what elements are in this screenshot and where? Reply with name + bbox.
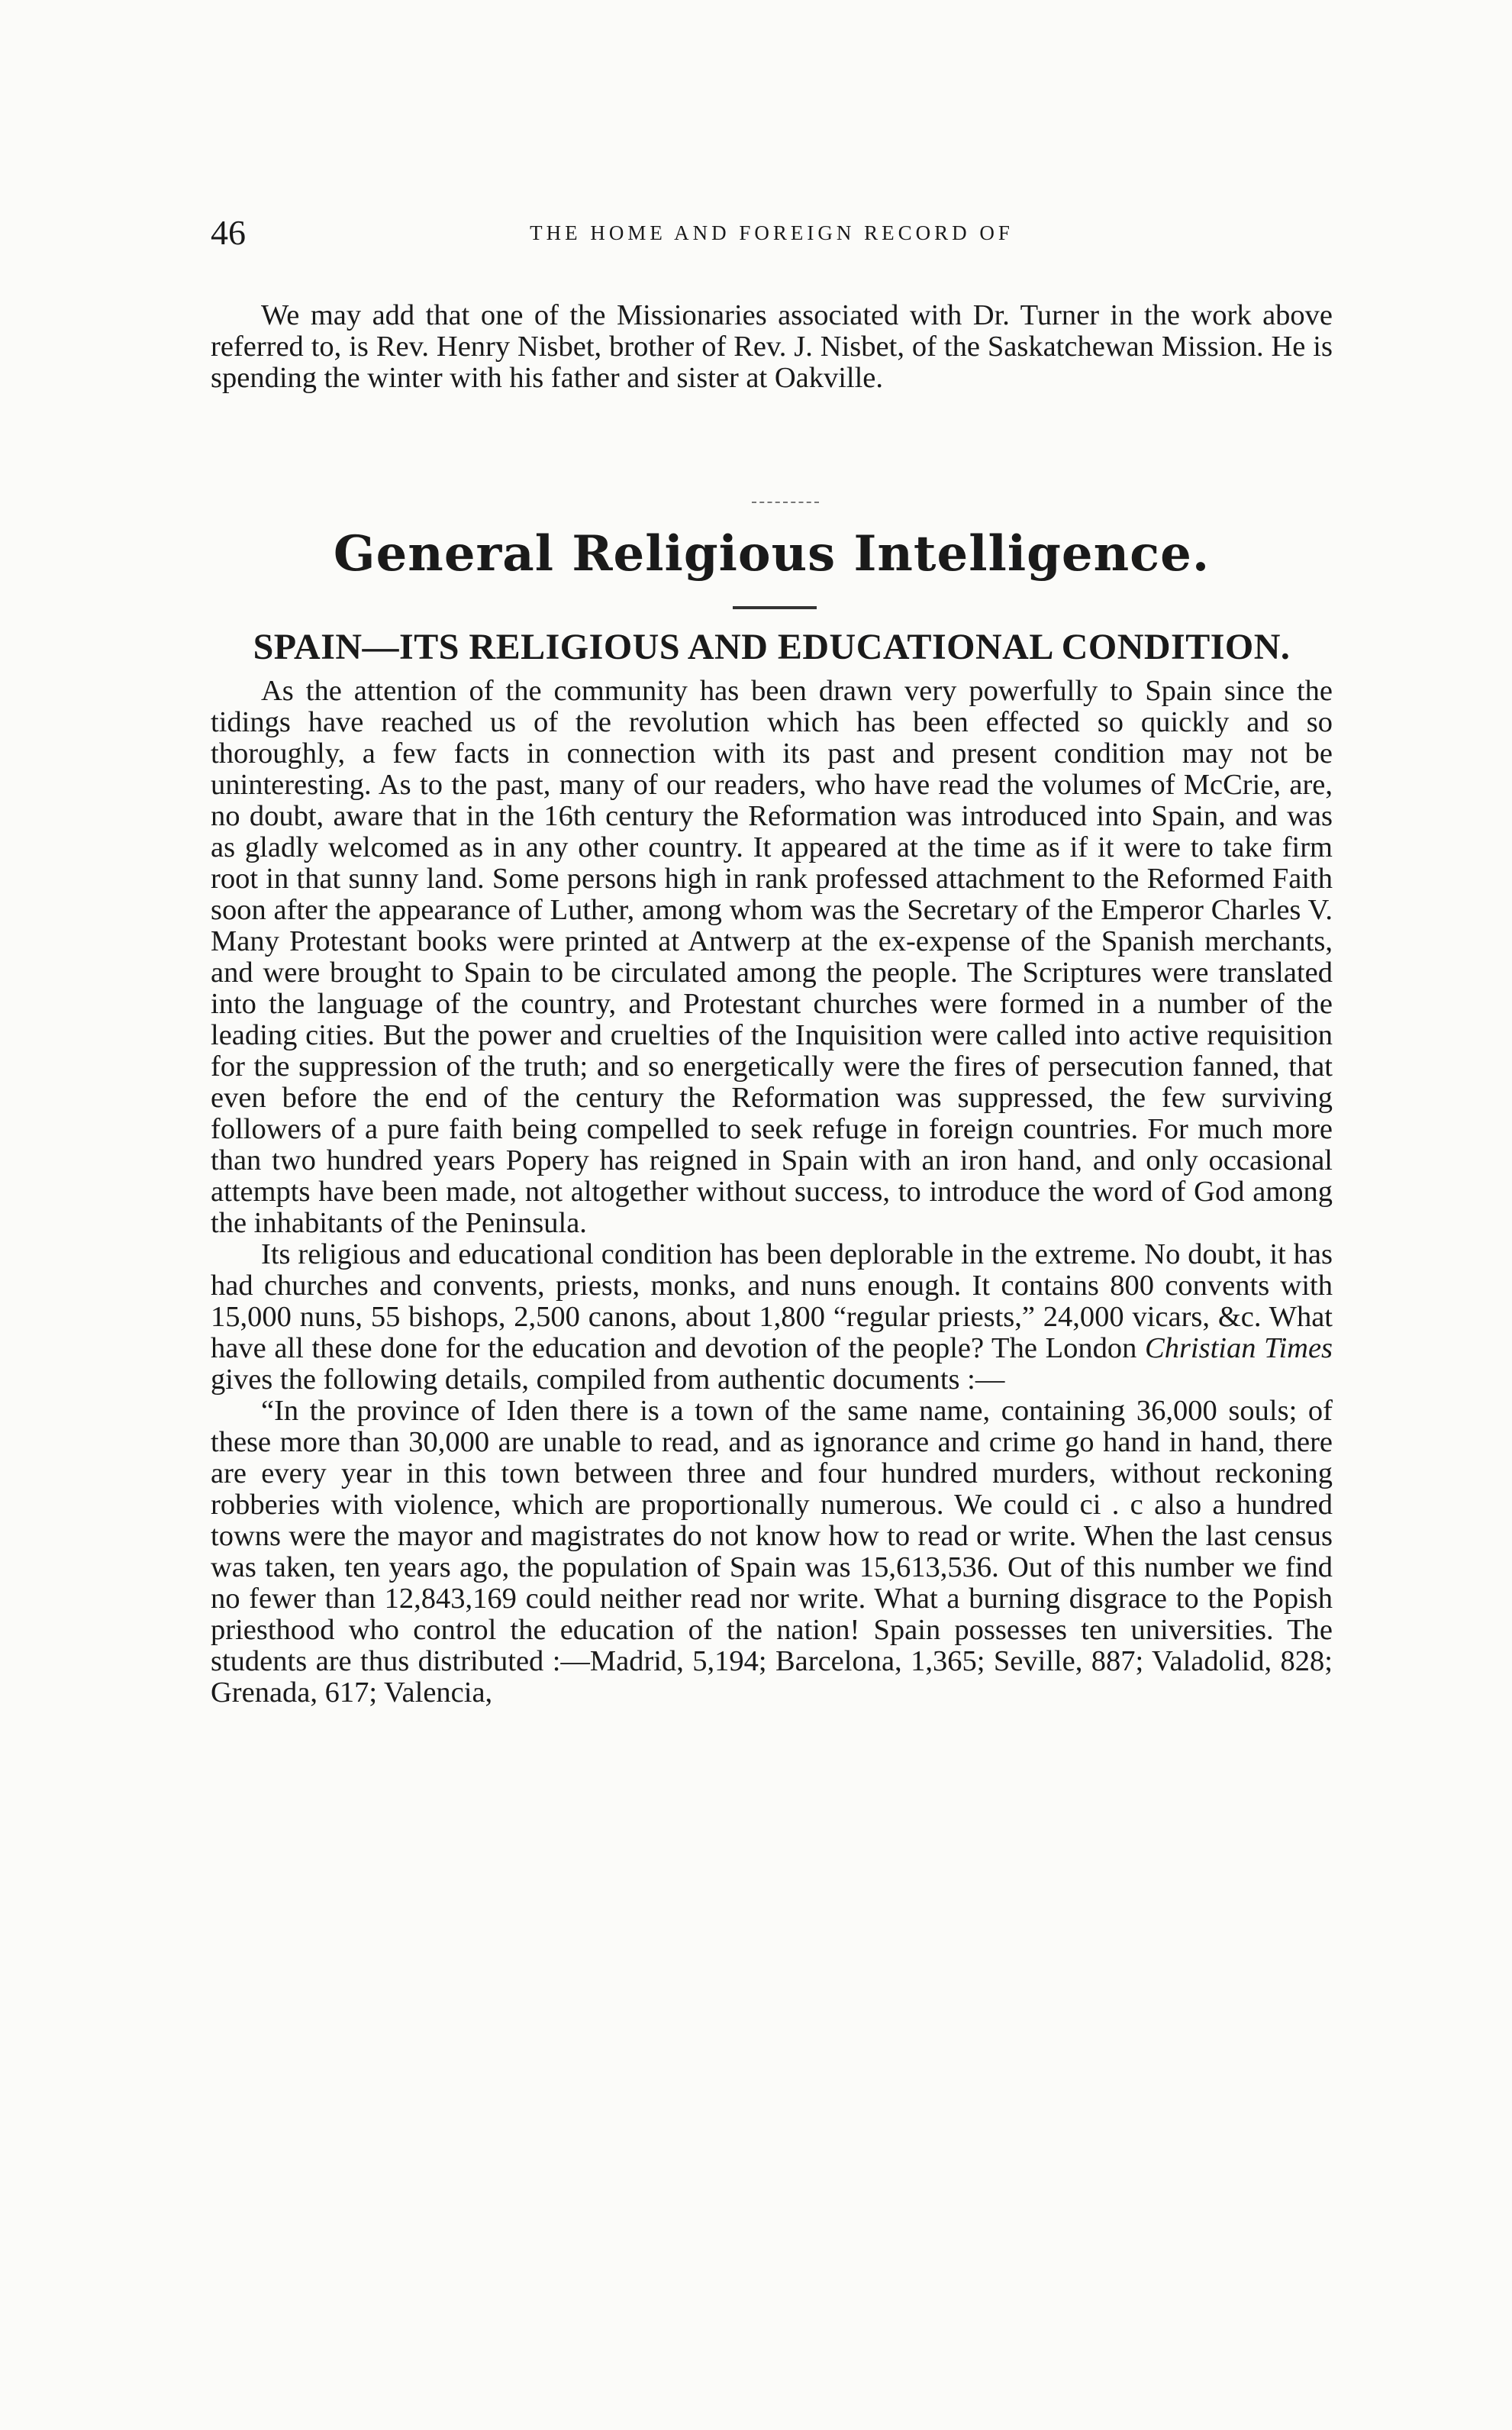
running-title: THE HOME AND FOREIGN RECORD OF	[530, 221, 1014, 244]
article-paragraph-2	[211, 1239, 1333, 1396]
intro-note	[211, 300, 1333, 394]
page-number: 46	[211, 213, 246, 252]
article-body	[211, 676, 1333, 1709]
paragraph-2-text-a: Its religious and educational condition has been deplorable in the extreme. No doubt, it has had churches and convents, priests, monks, and nuns enough. It contains 800 convents with 15,000 nuns, 55 bishops, 2,500 canons, about 1,800 “regular priests,” 24,000 vicars, &c. What have all these done for the education and devotion of the people? The London	[211, 1238, 1333, 1364]
article-paragraph-1: As the attention of the community has been drawn very powerfully to Spain since the tidings have reached us of the revolution which has been effected so quickly and so thoroughly, a few facts in connection with its past and present condition may not be uninteresting. As to the past, many of our readers, who have read the volumes of McCrie, are, no doubt, aware that in the 16th century the Reformation was introduced into Spain, and was as gladly welcomed as in any other country. It appeared at the time as if it were to take firm root in that sunny land. Some persons high in rank professed attachment to the Reformed Faith soon after the appearance of Luther, among whom was the Secretary of the Emperor Charles V. Many Protestant books were printed at Antwerp at the ex-expense of the Spanish merchants, and were brought to Spain to be circulated among the people. The Scriptures were translated into the language of the country, and Protestant churches were formed in a number of the leading cities. But the power and cruelties of the Inquisition were called into active requisition for the suppression of the truth; and so energetically were the fires of persecution fanned, that even before the end of the century the Reformation was suppressed, the few surviving followers of a pure faith being compelled to seek refuge in foreign countries. For much more than two hundred years Popery has reigned in Spain with an iron hand, and only occasional attempts have been made, not altogether without success, to introduce the word of God among the inhabitants of the Peninsula.	[211, 675, 1333, 1239]
paragraph-2-text-b: gives the following details, compiled from authentic documents :—	[211, 1363, 1005, 1396]
short-divider	[752, 502, 819, 503]
article-title: SPAIN—ITS RELIGIOUS AND EDUCATIONAL CONDITION.	[253, 627, 1291, 667]
publication-title: Christian Times	[1145, 1332, 1333, 1364]
divider-rule	[733, 606, 817, 609]
article-paragraph-3: “In the province of Iden there is a town of the same name, containing 36,000 souls; of these more than 30,000 are unable to read, and as ignorance and crime go hand in hand, there are every year in this town between three and four hundred murders, without reckoning robberies with violence, which are proportionally numerous. We could ci . c also a hundred towns were the mayor and magistrates do not know how to read or write. When the last census was taken, ten years ago, the population of Spain was 15,613,536. Out of this number we find no fewer than 12,843,169 could neither read nor write. What a burning disgrace to the Popish priesthood who control the education of the nation! Spain possesses ten universities. The students are thus distributed :—Madrid, 5,194; Barcelona, 1,365; Seville, 887; Valadolid, 828; Grenada, 617; Valencia,	[211, 1395, 1333, 1709]
running-head	[211, 214, 1333, 252]
intro-note-paragraph: We may add that one of the Missionaries associated with Dr. Turner in the work above referred to, is Rev. Henry Nisbet, brother of Rev. J. Nisbet, of the Saskatchewan Mission. He is spending the winter with his father and sister at Oakville.	[211, 299, 1333, 394]
section-heading: General Religious Intelligence.	[333, 525, 1211, 582]
